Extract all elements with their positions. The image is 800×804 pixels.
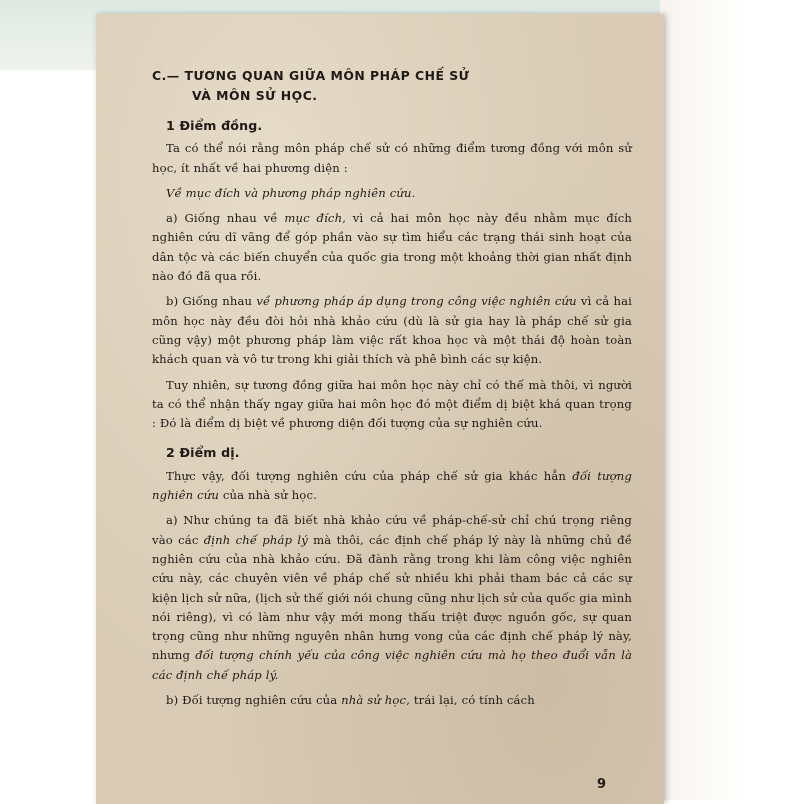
- text: b) Giống nhau: [166, 294, 257, 309]
- paragraph-italic-line: Về mục đích và phương pháp nghiên cứu.: [166, 185, 416, 200]
- section-heading: [152, 66, 632, 106]
- page-number: 9: [596, 777, 606, 792]
- text: , trái lại, có tính cách: [406, 693, 535, 708]
- text: a) Như chúng ta đã biết nhà khảo cứu về pháp-chế-sử chỉ chú trọng riêng vào các: [152, 513, 632, 547]
- text: mà thôi, các định chế pháp lý này là những chủ đề nghiên cứu của nhà khảo cứu. Đã đành rằng trong khi làm công việc nghiên cứu này, các chuyên viên về pháp chế sử nhiều khi phải tham bác cả các sự kiện lịch sử nữa, (lịch sử thế giới nói chung cũng như lịch sử của quốc gia mình nói riêng), vì có làm như vậy mới mong thấu triệt được nguồn gốc, sự quan trọng cũng như những nguyên nhân hưng vong của các định chế pháp lý này, nhưng: [152, 532, 633, 663]
- paragraph-intro-1: Ta có thể nói rằng môn pháp chế sử có những điểm tương đồng với môn sử học, ít nhất về hai phương diện :: [152, 141, 632, 175]
- paragraph-1a: [152, 209, 632, 286]
- background-right: [660, 0, 800, 800]
- emphasis: đối tượng chính yếu của công việc nghiên cứu mà họ theo đuổi vẫn là các định chế pháp lý.: [152, 648, 633, 682]
- text: , vì cả hai môn học này đều nhằm mục đích nghiên cứu dĩ vãng để góp phần vào sự tìm hiểu các trạng thái sinh hoạt của dân tộc và các biến chuyển của quốc gia trong một khoảng thời gian nhất định nào đó đã qua rồi.: [152, 211, 632, 284]
- emphasis: mục đích: [284, 211, 343, 226]
- text: a) Giống nhau về: [166, 211, 285, 226]
- paragraph-2a: [152, 511, 632, 685]
- paragraph-1b: [152, 292, 632, 369]
- section-heading-line1: C.— TƯƠNG QUAN GIỮA MÔN PHÁP CHẾ SỬ: [152, 68, 470, 83]
- text: Thực vậy, đối tượng nghiên cứu của pháp chế sử gia khác hẳn: [166, 468, 573, 483]
- paragraph-conclusion: Tuy nhiên, sự tương đồng giữa hai môn học này chỉ có thế mà thôi, vì người ta có thể nhận thấy ngay giữa hai môn học đó một điểm dị biệt khá quan trọng : Đó là điểm dị biệt về phương diện đối tượng của sự nghiên cứu.: [152, 377, 632, 431]
- text: của nhà sử học.: [219, 488, 317, 503]
- book-page: [96, 14, 664, 804]
- emphasis: nhà sử học: [341, 693, 407, 708]
- subsection-title-2: 2 Điểm dị.: [166, 445, 240, 461]
- paragraph-2b: [152, 691, 632, 710]
- emphasis: đối tượng nghiên cứu: [152, 468, 632, 503]
- subsection-title-1: 1 Điểm đồng.: [166, 118, 263, 133]
- page-text: [152, 66, 632, 716]
- text: b) Đối tượng nghiên cứu của: [166, 693, 342, 708]
- emphasis: định chế pháp lý: [203, 532, 308, 547]
- section-heading-line2: VÀ MÔN SỬ HỌC.: [192, 88, 318, 103]
- text: vì cả hai môn học này đều đòi hỏi nhà khảo cứu (dù là sử gia hay là pháp chế sử gia cũng vậy) một phương pháp làm việc rất khoa học và một thái độ hoàn toàn khách quan và vô tư trong khi giải thích và phê bình các sự kiện.: [152, 294, 632, 367]
- emphasis: về phương pháp áp dụng trong công việc nghiên cứu: [256, 294, 577, 309]
- paragraph-intro-2: [152, 467, 632, 506]
